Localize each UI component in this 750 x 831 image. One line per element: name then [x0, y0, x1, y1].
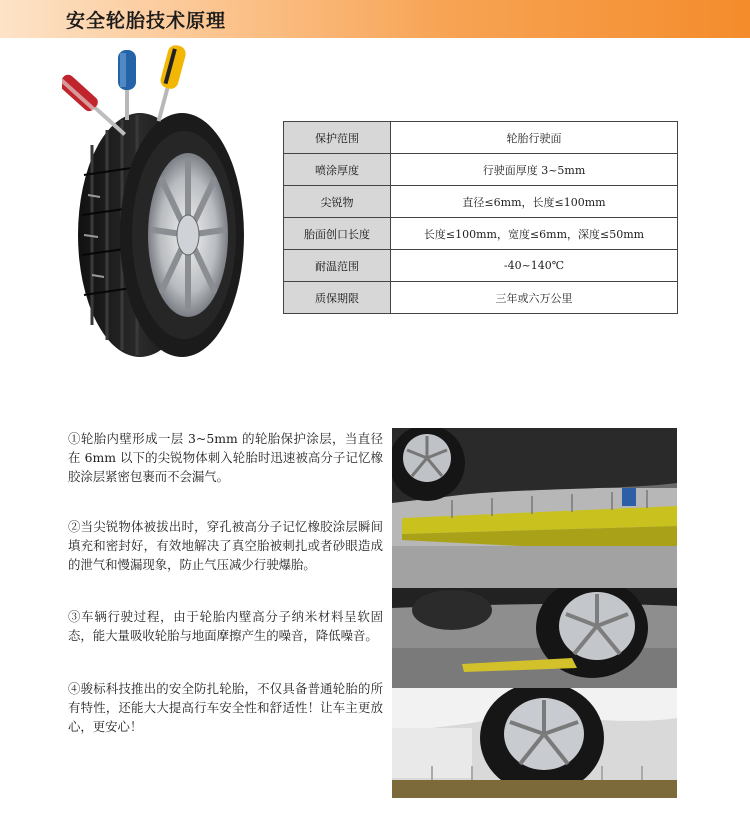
spec-value: 轮胎行驶面	[391, 122, 678, 154]
spec-key: 胎面创口长度	[284, 218, 391, 250]
spec-key: 保护范围	[284, 122, 391, 154]
spec-key: 喷涂厚度	[284, 154, 391, 186]
table-row	[284, 250, 678, 282]
table-row	[284, 122, 678, 154]
header-banner	[0, 0, 750, 38]
wheel-on-spikes-photo	[392, 688, 677, 798]
spec-value: 直径≤6mm，长度≤100mm	[391, 186, 678, 218]
spec-table	[283, 121, 678, 314]
spec-value: 行驶面厚度 3~5mm	[391, 154, 678, 186]
spec-value: 三年或六万公里	[391, 282, 678, 314]
spec-key: 尖锐物	[284, 186, 391, 218]
table-row	[284, 154, 678, 186]
tire-with-screwdrivers-illustration	[62, 45, 252, 365]
spec-value: -40~140℃	[391, 250, 678, 282]
spec-value: 长度≤100mm，宽度≤6mm，深度≤50mm	[391, 218, 678, 250]
spike-strip-photo	[392, 428, 677, 588]
wheel-on-ramp-photo	[392, 588, 677, 688]
table-row	[284, 218, 678, 250]
spec-key: 质保期限	[284, 282, 391, 314]
feature-paragraph-4: ④骏标科技推出的安全防扎轮胎，不仅具备普通轮胎的所有特性，还能大大提高行车安全性和舒适性！让车主更放心，更安心！	[68, 681, 383, 734]
spec-key: 耐温范围	[284, 250, 391, 282]
table-row	[284, 282, 678, 314]
table-row	[284, 186, 678, 218]
feature-paragraph-1: ①轮胎内壁形成一层 3~5mm 的轮胎保护涂层，当直径在 6mm 以下的尖锐物体刺入轮胎时迅速被高分子记忆橡胶涂层紧密包裹而不会漏气。	[68, 431, 383, 484]
feature-paragraph-2: ②当尖锐物体被拔出时，穿孔被高分子记忆橡胶涂层瞬间填充和密封好，有效地解决了真空胎被刺扎或者砂眼造成的泄气和慢漏现象，防止气压减少行驶爆胎。	[68, 519, 383, 572]
feature-paragraph-3: ③车辆行驶过程，由于轮胎内壁高分子纳米材料呈软固态，能大量吸收轮胎与地面摩擦产生的噪音，降低噪音。	[68, 609, 383, 643]
page-title: 安全轮胎技术原理	[66, 10, 227, 32]
